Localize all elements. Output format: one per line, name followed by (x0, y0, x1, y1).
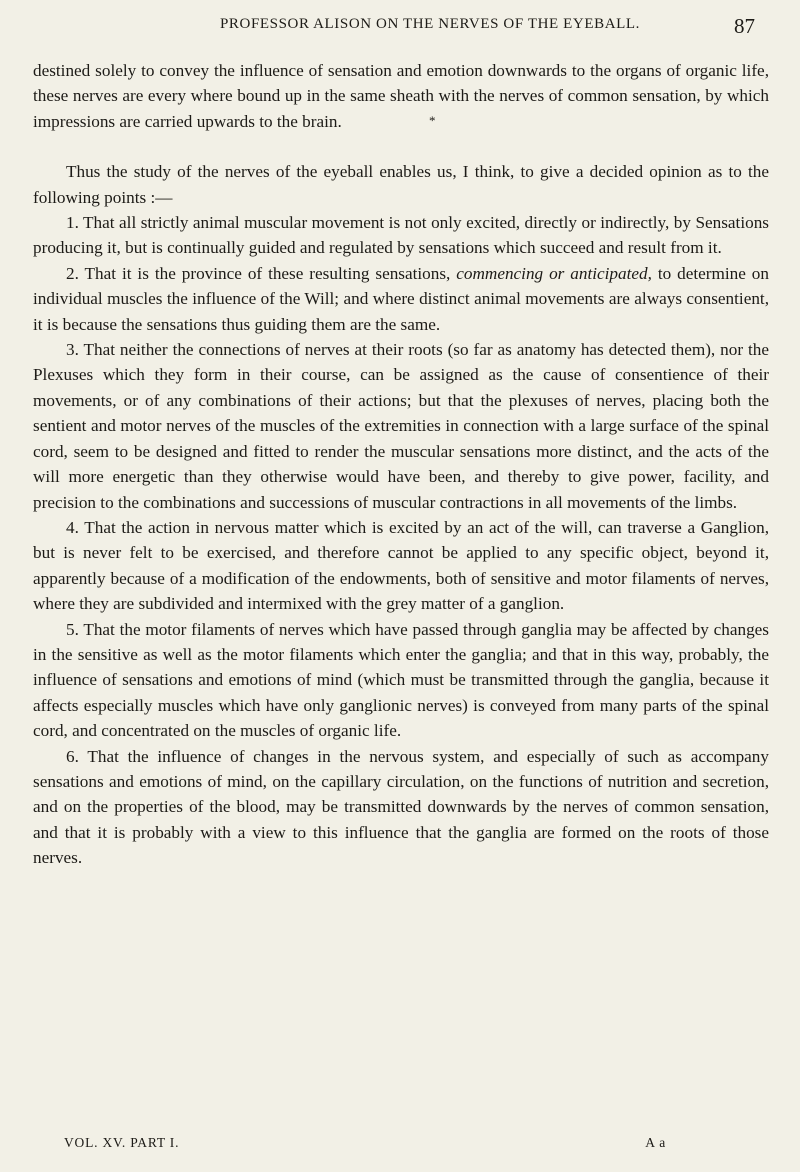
margin-mark: * (429, 113, 436, 128)
point-6: 6. That the influence of changes in the nervous system, and especially of such as accompany sensations and emotions of mind, on the capillary circulation, on the functions of nutrition and secretion, and on the properties of the blood, may be transmitted downwards by the nerves of common sensation, and that it is probably with a view to this influence that the ganglia are formed on the roots of those nerves. (33, 746, 769, 868)
volume-line: VOL. XV. PART I. (64, 1135, 180, 1150)
point-4: 4. That the action in nervous matter which is excited by an act of the will, can traverse a Ganglion, but is never felt to be exercised, and therefore cannot be applied to any specific object, beyond it, apparently because of a modification of the endowments, both of sensitive and motor filaments of nerves, where they are subdivided and intermixed with the grey matter of a ganglion. (33, 517, 769, 614)
point-2 (33, 261, 769, 337)
body-text (33, 58, 769, 871)
signature-mark: A a (645, 1135, 666, 1150)
lead-paragraph: Thus the study of the nerves of the eyeball enables us, I think, to give a decided opinion as to the following points :— (33, 162, 769, 207)
page-number: 87 (734, 14, 755, 38)
point-3: 3. That neither the connections of nerves at their roots (so far as anatomy has detected them), nor the Plexuses which they form in their course, can be assigned as the cause of consentience of their movements, or of any combinations of their actions; but that the plexuses of nerves, placing both the sentient and motor nerves of the muscles of the extremities in connection with a large surface of the spinal cord, seem to be designed and fitted to render the muscular sensations more distinct, and the acts of the will more energetic than they otherwise would have been, and thereby to give power, facility, and precision to the combinations and successions of muscular contractions in all movements of the limbs. (33, 340, 769, 512)
point-2-italic: commencing or anticipated, (456, 263, 652, 283)
running-header: PROFESSOR ALISON ON THE NERVES OF THE EYEBALL. (219, 16, 641, 32)
page-footer (64, 1135, 666, 1151)
point-5: 5. That the motor filaments of nerves which have passed through ganglia may be affected by changes in the sensitive as well as the motor filaments which enter the ganglia; and that in this way, probably, the influence of sensations and emotions of mind (which must be transmitted through the ganglia, because it affects especially muscles which have only ganglionic nerves) is conveyed from many parts of the spinal cord, and concentrated on the muscles of organic life. (33, 619, 769, 741)
point-2-text-b: to determine on individual muscles the influence of the Will; and where distinct animal movements are always consentient, it is because the sensations thus guiding them are the same. (33, 263, 769, 334)
point-2-text-a: 2. That it is the province of these resulting sensations, (66, 263, 457, 283)
intro-paragraph: destined solely to convey the influence of sensation and emotion downwards to the organs of organic life, these nerves are every where bound up in the same sheath with the nerves of common sensation, by which impressions are carried upwards to the brain. (33, 61, 769, 131)
point-1: 1. That all strictly animal muscular movement is not only excited, directly or indirectly, by Sensations producing it, but is continually guided and regulated by sensations which succeed and result from it. (33, 213, 769, 258)
